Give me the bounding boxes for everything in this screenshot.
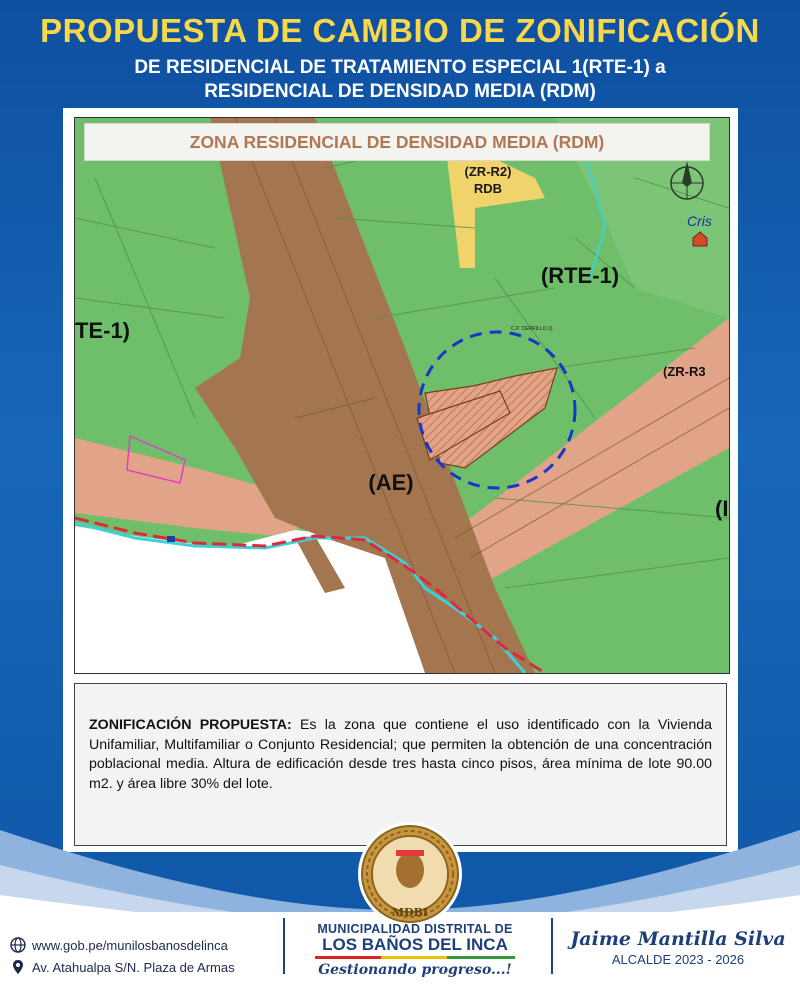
label-rte1-right: (RTE-1) — [540, 263, 620, 288]
municipal-seal-icon — [356, 820, 464, 928]
address-text: Av. Atahualpa S/N. Plaza de Armas — [32, 959, 235, 975]
description-body: Es la zona que contiene el uso identificado con la Vivienda Unifamiliar, Multifamiliar o Conjunto Residencial; que permiten la obtención de una concentración poblacional media. Altura de edificación desde tres hasta cinco pisos, área mínima de lote 90.00 m2. y área libre 30% del lote. — [89, 717, 712, 792]
website-row[interactable] — [10, 935, 235, 955]
description-text — [89, 716, 712, 794]
footer-divider-right — [551, 918, 553, 974]
label-cerrillo: C.P. CERRILLO (I) — [511, 326, 553, 332]
mayor-signature — [568, 928, 788, 967]
seal-text: MDBI — [391, 906, 429, 919]
label-cris: Cris — [687, 213, 712, 229]
label-rdb: RDB — [473, 181, 503, 196]
zone-banner: ZONA RESIDENCIAL DE DENSIDAD MEDIA (RDM) — [84, 123, 710, 161]
muni-name-line2: LOS BAÑOS DEL INCA — [322, 935, 508, 954]
muni-slogan: Gestionando progreso...! — [318, 962, 512, 978]
municipality-logo — [290, 922, 540, 978]
label-zr-r2: (ZR-R2) — [464, 164, 512, 179]
page-subtitle-line2: RESIDENCIAL DE DENSIDAD MEDIA (RDM) — [204, 81, 596, 102]
mayor-title: ALCALDE 2023 - 2026 — [611, 952, 745, 967]
address-row — [10, 957, 235, 977]
description-lead: ZONIFICACIÓN PROPUESTA: — [89, 717, 292, 733]
marker-icon — [167, 536, 175, 542]
globe-icon — [10, 937, 26, 953]
flag-stripe — [315, 956, 515, 959]
zoning-map[interactable] — [74, 117, 730, 674]
website-link[interactable]: www.gob.pe/munilosbanosdelinca — [32, 937, 228, 953]
location-pin-icon — [10, 959, 26, 975]
label-ae: (AE) — [368, 470, 414, 495]
label-rte1-left: TE-1) — [75, 318, 130, 343]
muni-name-line1: MUNICIPALIDAD DISTRITAL DE — [317, 922, 513, 936]
page-subtitle-line1: DE RESIDENCIAL DE TRATAMIENTO ESPECIAL 1(RTE-1) a — [134, 57, 666, 78]
label-edge: (I — [715, 496, 729, 521]
mayor-name: Jaime Mantilla Silva — [570, 928, 786, 950]
footer-divider-left — [283, 918, 285, 974]
page-title: PROPUESTA DE CAMBIO DE ZONIFICACIÓN — [40, 12, 760, 49]
contact-info — [10, 935, 235, 977]
header — [0, 0, 800, 108]
map-canvas — [75, 118, 729, 673]
label-zr-r3: (ZR-R3 — [663, 364, 706, 379]
